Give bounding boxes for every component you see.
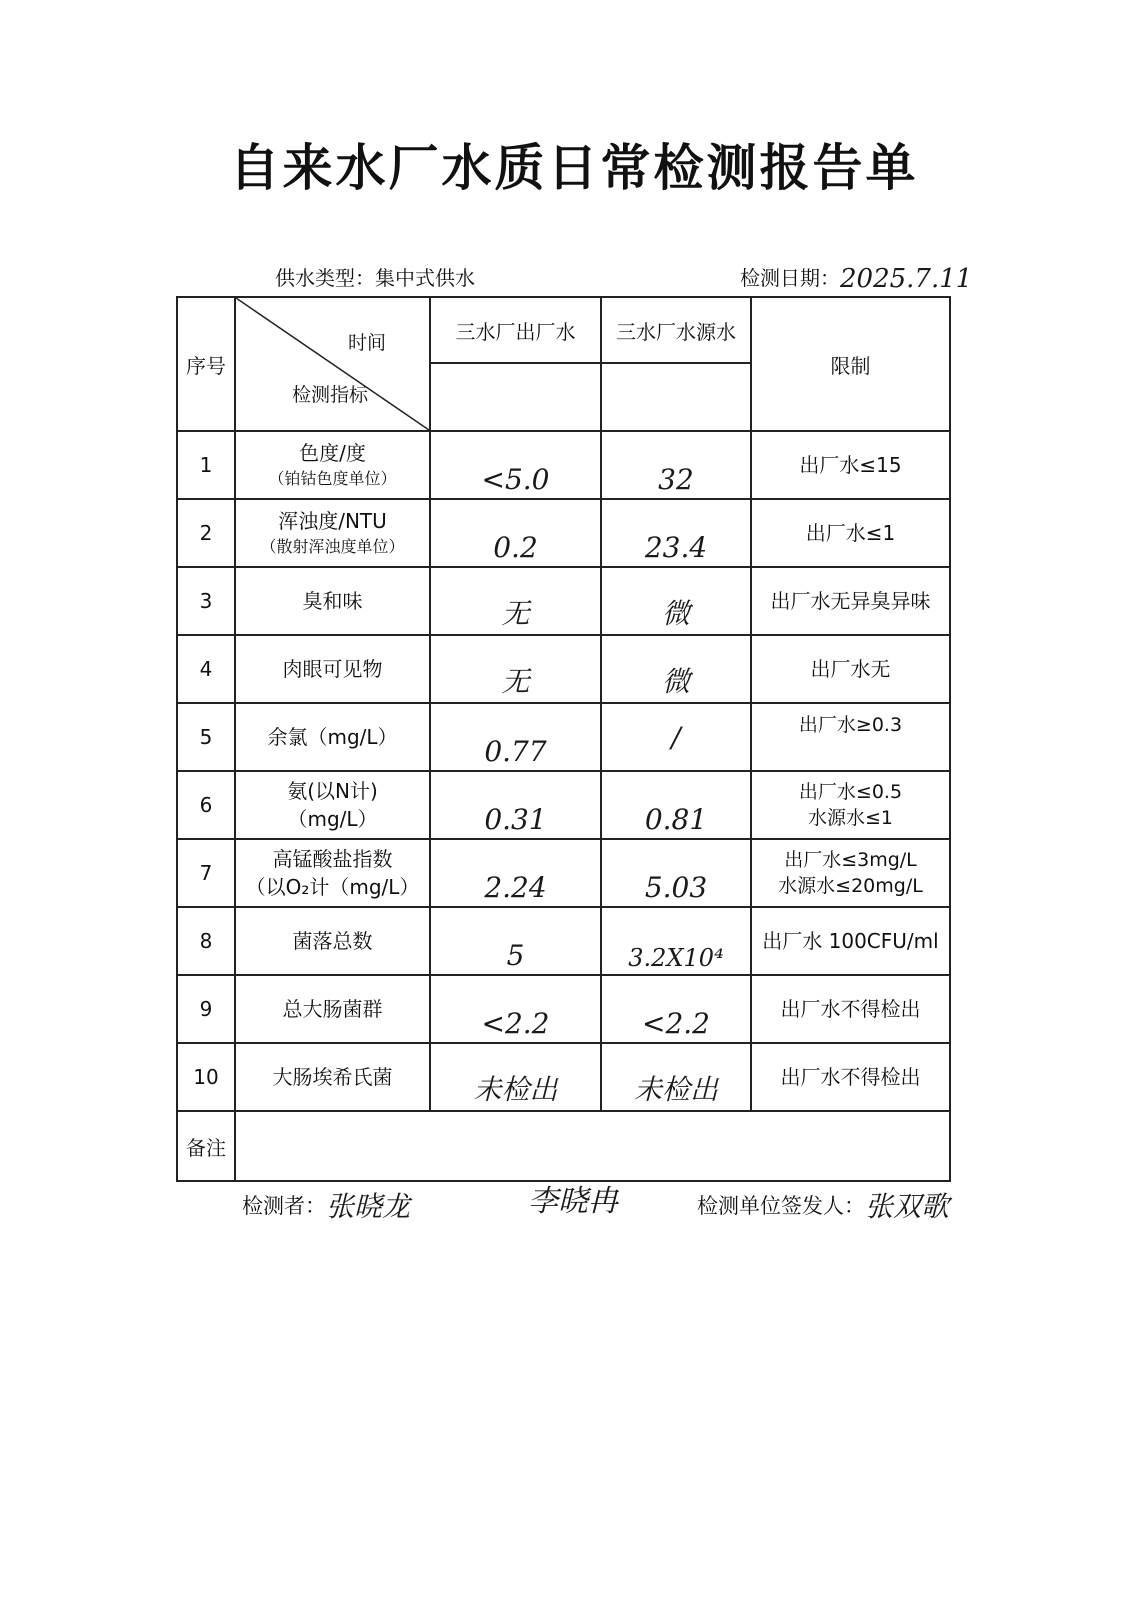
row-value-out <box>430 1043 601 1111</box>
header-indicator: 检测指标 <box>292 384 369 406</box>
header-col1: 三水厂出厂水 <box>430 297 601 363</box>
indicator-name: 肉眼可见物 <box>235 635 430 703</box>
row-seq: 5 <box>177 703 235 771</box>
report-table <box>176 296 951 1182</box>
header-time: 时间 <box>348 332 387 354</box>
row-seq: 3 <box>177 567 235 635</box>
row-limit: 出厂水 100CFU/ml <box>751 907 950 975</box>
value-out: 无 <box>501 597 530 630</box>
value-src: 5.03 <box>644 871 708 904</box>
table-row <box>177 635 950 703</box>
value-src: 微 <box>661 665 690 698</box>
header-col2-blank <box>601 363 751 431</box>
indicator-name: 臭和味 <box>235 567 430 635</box>
row-value-out <box>430 431 601 499</box>
table-row <box>177 703 950 771</box>
value-src: 32 <box>658 463 694 496</box>
row-indicator <box>235 839 430 907</box>
indicator-name: 高锰酸盐指数 <box>272 847 393 871</box>
row-seq: 7 <box>177 839 235 907</box>
row-limit: 出厂水无 <box>751 635 950 703</box>
row-seq: 9 <box>177 975 235 1043</box>
issuer-label: 检测单位签发人： <box>697 1194 865 1218</box>
row-seq: 2 <box>177 499 235 567</box>
header-seq: 序号 <box>177 297 235 431</box>
table-row <box>177 839 950 907</box>
issuer-field <box>697 1182 949 1222</box>
row-value-src <box>601 567 751 635</box>
row-value-src <box>601 839 751 907</box>
value-src: 未检出 <box>633 1073 718 1106</box>
indicator-name: 菌落总数 <box>235 907 430 975</box>
indicator-unit: （以O₂计（mg/L） <box>245 875 420 899</box>
indicator-unit: （mg/L） <box>287 807 378 831</box>
row-indicator <box>235 499 430 567</box>
row-value-out <box>430 907 601 975</box>
row-value-src <box>601 771 751 839</box>
limit-text-2: 水源水≤20mg/L <box>778 875 923 897</box>
diagonal-line <box>236 298 429 430</box>
tester-label: 检测者： <box>242 1194 326 1218</box>
row-value-out <box>430 567 601 635</box>
table-row <box>177 771 950 839</box>
value-out: 未检出 <box>473 1073 558 1106</box>
value-src: 23.4 <box>644 531 708 564</box>
row-value-out <box>430 635 601 703</box>
row-value-out <box>430 499 601 567</box>
row-value-src <box>601 499 751 567</box>
indicator-name: 氨(以N计) <box>287 779 378 803</box>
row-limit <box>751 771 950 839</box>
value-out: 2.24 <box>484 871 547 904</box>
row-value-out <box>430 771 601 839</box>
report-title: 自来水厂水质日常检测报告单 <box>229 139 919 197</box>
table-row <box>177 431 950 499</box>
indicator-name: 色度/度 <box>299 441 366 465</box>
date-field <box>740 262 972 292</box>
limit-text: 出厂水≤0.5 <box>798 781 903 803</box>
row-seq: 4 <box>177 635 235 703</box>
header-col2: 三水厂水源水 <box>601 297 751 363</box>
row-value-src <box>601 431 751 499</box>
value-src: 微 <box>661 597 690 630</box>
row-seq: 8 <box>177 907 235 975</box>
row-seq: 6 <box>177 771 235 839</box>
row-limit: 出厂水无异臭异味 <box>751 567 950 635</box>
row-value-src <box>601 975 751 1043</box>
table-row <box>177 975 950 1043</box>
limit-text: 出厂水≤3mg/L <box>784 849 917 871</box>
row-value-src <box>601 907 751 975</box>
value-out: 无 <box>501 665 530 698</box>
value-out: 5 <box>506 939 525 972</box>
row-limit: 出厂水≤15 <box>751 431 950 499</box>
row-limit: 出厂水不得检出 <box>751 975 950 1043</box>
indicator-name: 余氯（mg/L） <box>235 703 430 771</box>
row-value-src <box>601 635 751 703</box>
value-out: 0.2 <box>493 531 538 564</box>
row-limit: 出厂水不得检出 <box>751 1043 950 1111</box>
value-out: 0.77 <box>484 735 547 768</box>
row-value-out <box>430 839 601 907</box>
table-row <box>177 907 950 975</box>
row-limit <box>751 839 950 907</box>
value-src: <2.2 <box>642 1007 710 1040</box>
row-seq: 1 <box>177 431 235 499</box>
value-src: 3.2X10⁴ <box>628 944 724 972</box>
limit-text-2: 水源水≤1 <box>807 807 893 829</box>
supply-type: 供水类型：集中式供水 <box>275 266 475 290</box>
row-seq: 10 <box>177 1043 235 1111</box>
header-diagonal <box>235 297 430 431</box>
indicator-name: 总大肠菌群 <box>235 975 430 1043</box>
issuer-signature: 张双歌 <box>865 1190 950 1223</box>
row-limit <box>751 703 950 771</box>
row-limit: 出厂水≤1 <box>751 499 950 567</box>
tester-field <box>242 1182 410 1222</box>
note-content <box>235 1111 950 1181</box>
row-value-out <box>430 975 601 1043</box>
table-row <box>177 567 950 635</box>
indicator-name: 浑浊度/NTU <box>278 509 387 533</box>
tester2-signature: 李晓冉 <box>528 1184 618 1219</box>
date-value: 2025.7.11 <box>840 264 973 294</box>
value-src: 0.81 <box>644 803 708 836</box>
value-out: <2.2 <box>481 1007 550 1040</box>
table-row <box>177 1043 950 1111</box>
row-indicator <box>235 431 430 499</box>
row-value-src <box>601 703 751 771</box>
row-indicator <box>235 771 430 839</box>
value-src: / <box>671 721 681 754</box>
row-value-out <box>430 703 601 771</box>
note-label: 备注 <box>177 1111 235 1181</box>
table-row <box>177 499 950 567</box>
indicator-unit: （散射浑浊度单位） <box>260 537 405 556</box>
limit-text: 出厂水≥0.3 <box>798 714 903 736</box>
indicator-name: 大肠埃希氏菌 <box>235 1043 430 1111</box>
tester1-signature: 张晓龙 <box>326 1190 411 1223</box>
indicator-unit: （铂钴色度单位） <box>268 469 397 488</box>
row-value-src <box>601 1043 751 1111</box>
header-col1-blank <box>430 363 601 431</box>
note-row <box>177 1111 950 1181</box>
header-limit: 限制 <box>751 297 950 431</box>
value-out: <5.0 <box>481 463 550 496</box>
value-out: 0.31 <box>484 803 547 836</box>
date-label: 检测日期： <box>740 266 840 290</box>
